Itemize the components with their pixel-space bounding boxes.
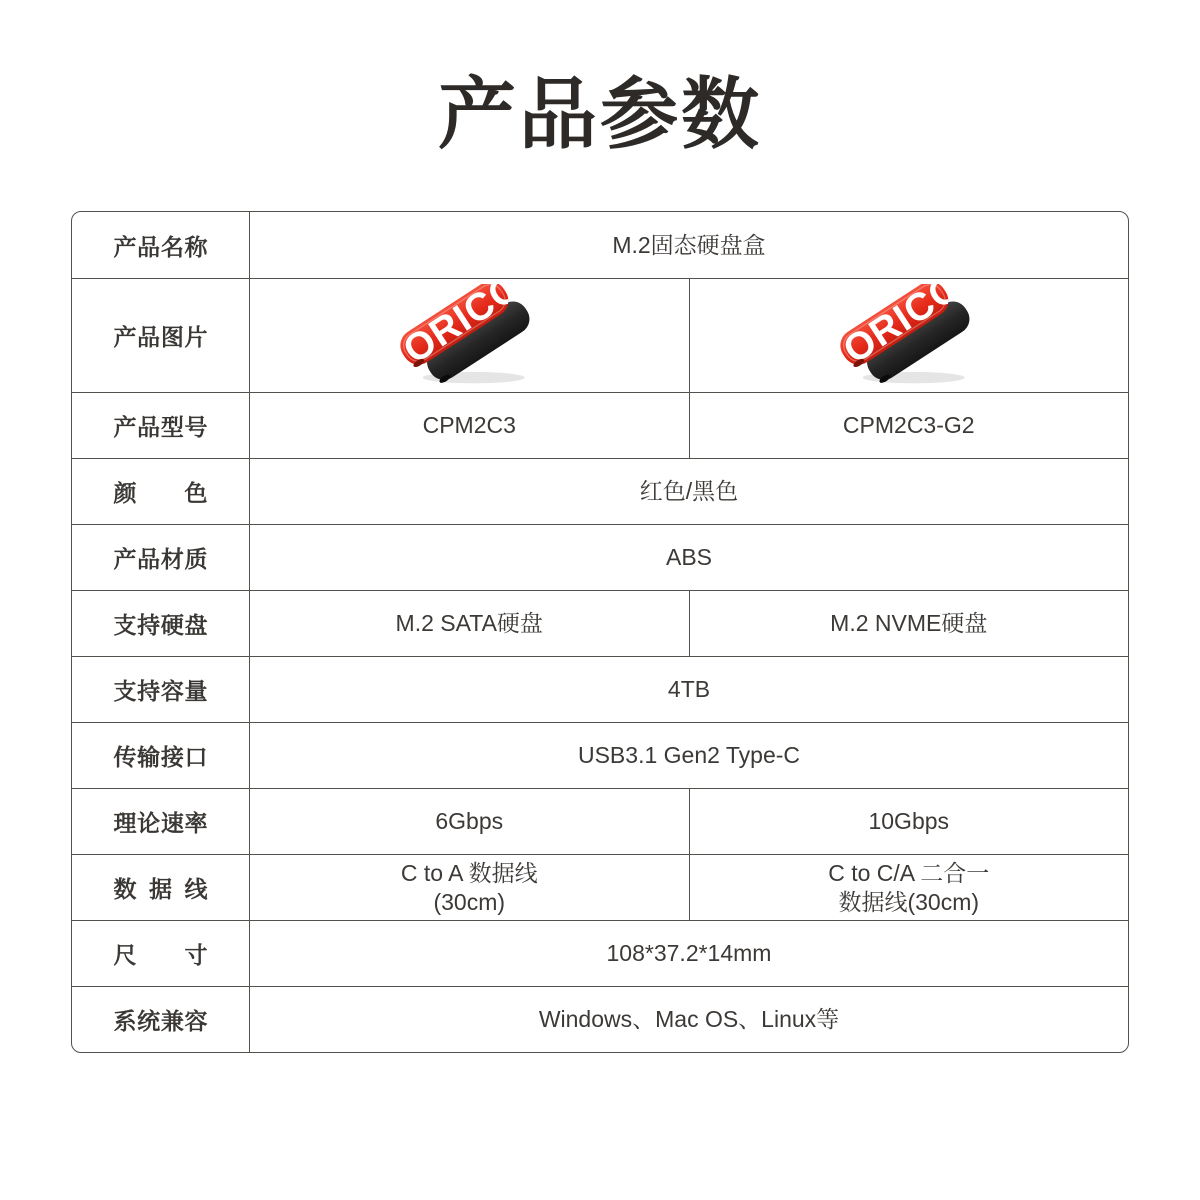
- spec-label-cell: [72, 657, 250, 722]
- spec-value-right: CPM2C3-G2: [689, 393, 1129, 458]
- spec-label: 理论速率: [113, 810, 208, 836]
- spec-label-cell: [72, 723, 250, 788]
- spec-label: 传输接口: [113, 744, 208, 770]
- spec-label-cell: [72, 789, 250, 854]
- spec-label: 尺寸: [113, 942, 208, 968]
- spec-label: 数据线: [113, 876, 208, 902]
- orico-enclosure-image: [385, 284, 553, 388]
- cable-line-1: C to A 数据线: [400, 859, 538, 886]
- spec-label: 支持容量: [113, 678, 208, 704]
- spec-label: 产品图片: [113, 324, 208, 350]
- spec-table: [71, 211, 1129, 1053]
- spec-label-cell: [72, 855, 250, 920]
- spec-row-product-name: [72, 212, 1128, 278]
- spec-label: 支持硬盘: [113, 612, 208, 638]
- spec-label-cell: [72, 459, 250, 524]
- product-image-cpm2c3-g2: [689, 279, 1129, 392]
- spec-value: M.2固态硬盘盒: [612, 231, 766, 258]
- spec-label-cell: [72, 279, 250, 392]
- cable-line-1: C to C/A 二合一: [828, 859, 990, 886]
- page-title: 产品参数: [437, 70, 762, 158]
- spec-value: 红色/黑色: [639, 478, 739, 504]
- spec-label-cell: [72, 525, 250, 590]
- spec-value-left: M.2 SATA硬盘: [395, 610, 543, 636]
- spec-label: 产品名称: [113, 233, 208, 260]
- cable-line-2: (30cm): [433, 888, 506, 915]
- spec-value-left: [250, 855, 689, 920]
- spec-row-cable: [72, 854, 1128, 920]
- spec-value: Windows、Mac OS、Linux等: [538, 1006, 840, 1032]
- spec-row-dimensions: [72, 920, 1128, 986]
- spec-value-right: [689, 855, 1129, 920]
- spec-value-left: 6Gbps: [435, 808, 504, 834]
- spec-label-cell: [72, 393, 250, 458]
- spec-value-right: M.2 NVME硬盘: [689, 591, 1129, 656]
- spec-row-speed: [72, 788, 1128, 854]
- spec-label: 系统兼容: [113, 1008, 208, 1034]
- spec-value: ABS: [665, 544, 713, 570]
- spec-value-left: CPM2C3: [422, 412, 516, 438]
- spec-row-product-image: [72, 278, 1128, 392]
- spec-row-material: [72, 524, 1128, 590]
- spec-value: 4TB: [667, 676, 711, 702]
- spec-label-cell: [72, 591, 250, 656]
- spec-row-model: [72, 392, 1128, 458]
- spec-value-right: 10Gbps: [689, 789, 1129, 854]
- spec-label: 颜色: [113, 480, 208, 506]
- spec-row-interface: [72, 722, 1128, 788]
- product-image-cpm2c3: [250, 279, 689, 392]
- spec-label-cell: [72, 987, 250, 1052]
- spec-label-cell: [72, 212, 250, 278]
- spec-label: 产品型号: [113, 414, 208, 440]
- spec-row-os-compatibility: [72, 986, 1128, 1052]
- spec-row-supported-drive: [72, 590, 1128, 656]
- spec-label: 产品材质: [113, 546, 208, 572]
- orico-enclosure-image: [825, 284, 993, 388]
- spec-row-color: [72, 458, 1128, 524]
- cable-line-2: 数据线(30cm): [838, 888, 980, 915]
- spec-value: 108*37.2*14mm: [606, 940, 772, 966]
- spec-row-capacity: [72, 656, 1128, 722]
- spec-value: USB3.1 Gen2 Type-C: [577, 742, 801, 768]
- spec-label-cell: [72, 921, 250, 986]
